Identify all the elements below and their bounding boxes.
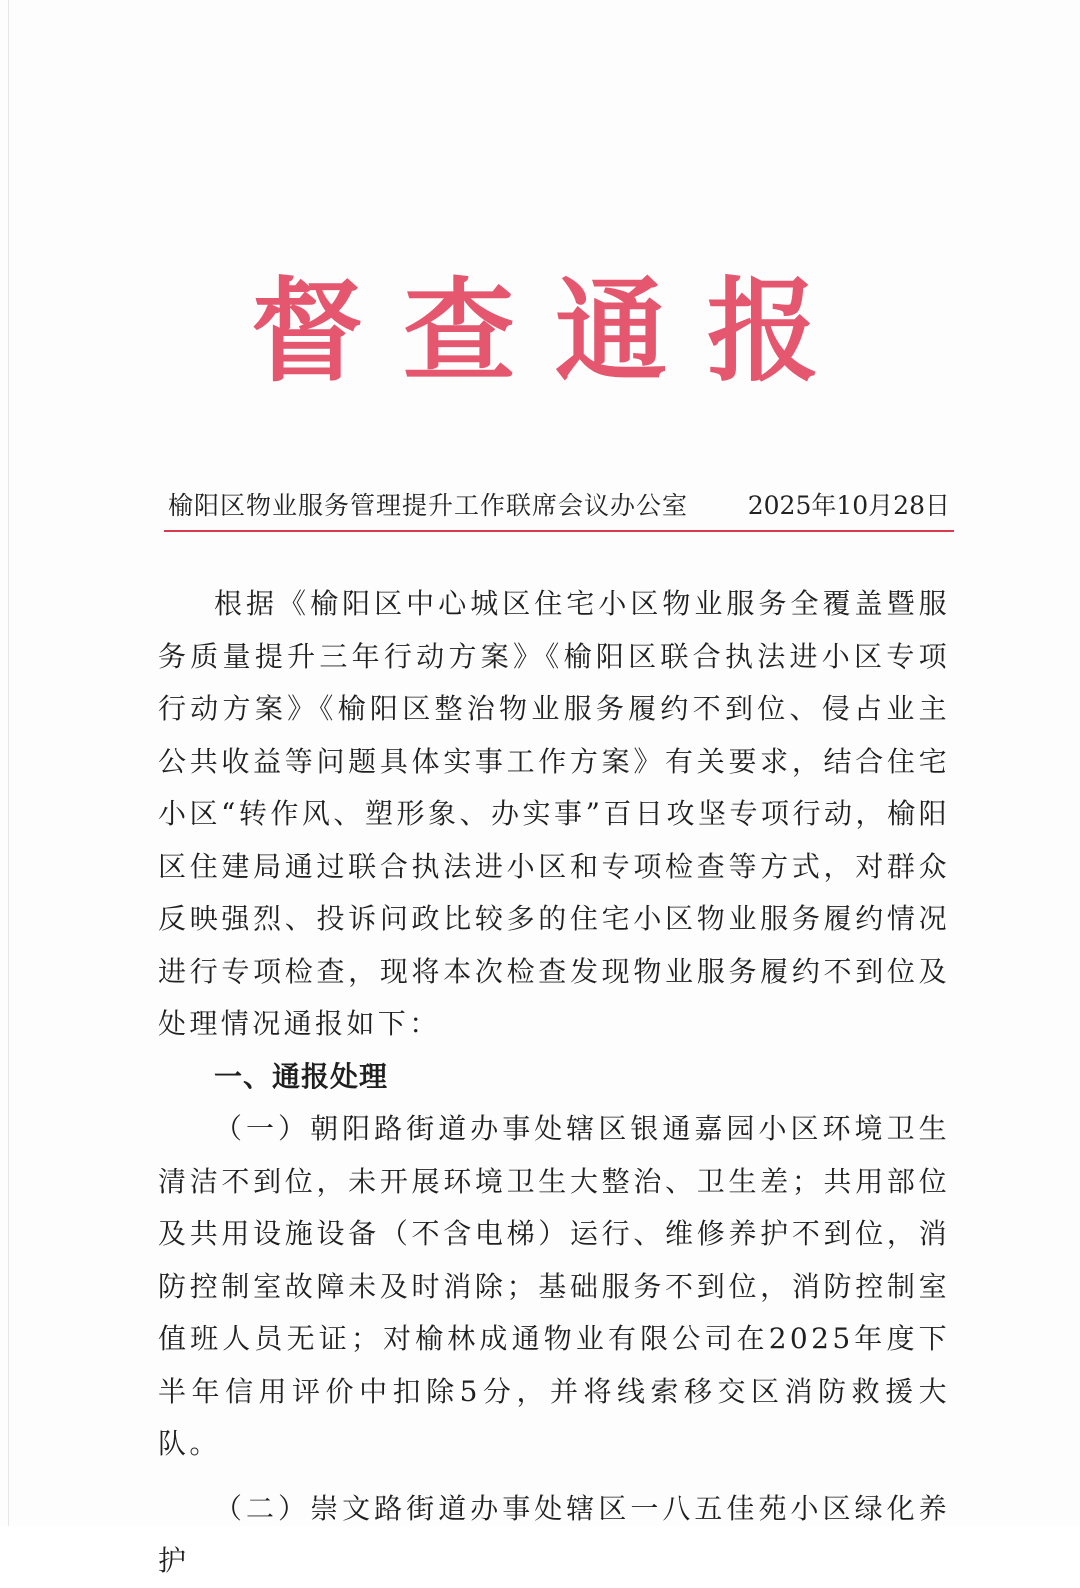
document-body xyxy=(158,578,950,1588)
issuer-row xyxy=(168,484,950,528)
issuing-office: 榆阳区物业服务管理提升工作联席会议办公室 xyxy=(168,491,689,520)
item-paragraph: （一）朝阳路街道办事处辖区银通嘉园小区环境卫生清洁不到位，未开展环境卫生大整治、卫生差；共用部位及共用设施设备（不含电梯）运行、维修养护不到位，消防控制室故障未及时消除；基础服务不到位，消防控制室值班人员无证；对榆林成通物业有限公司在2025年度下半年信用评价中扣除5分，并将线索移交区消防救援大队。 xyxy=(158,1112,950,1460)
red-divider-line xyxy=(164,530,954,532)
section-heading: 一、通报处理 xyxy=(214,1059,389,1093)
intro-paragraph: 根据《榆阳区中心城区住宅小区物业服务全覆盖暨服务质量提升三年行动方案》《榆阳区联合执法进小区专项行动方案》《榆阳区整治物业服务履约不到位、侵占业主公共收益等问题具体实事工作方案》有关要求，结合住宅小区“转作风、塑形象、办实事”百日攻坚专项行动，榆阳区住建局通过联合执法进小区和专项检查等方式，对群众反映强烈、投诉问政比较多的住宅小区物业服务履约情况进行专项检查，现将本次检查发现物业服务履约不到位及处理情况通报如下： xyxy=(158,587,950,1040)
item-paragraph: （二）崇文路街道办事处辖区一八五佳苑小区绿化养护 xyxy=(158,1491,950,1577)
scan-edge-line xyxy=(8,0,9,1526)
issue-date: 2025年10月28日 xyxy=(747,491,950,520)
document-masthead-title: 督查通报 xyxy=(251,267,859,397)
